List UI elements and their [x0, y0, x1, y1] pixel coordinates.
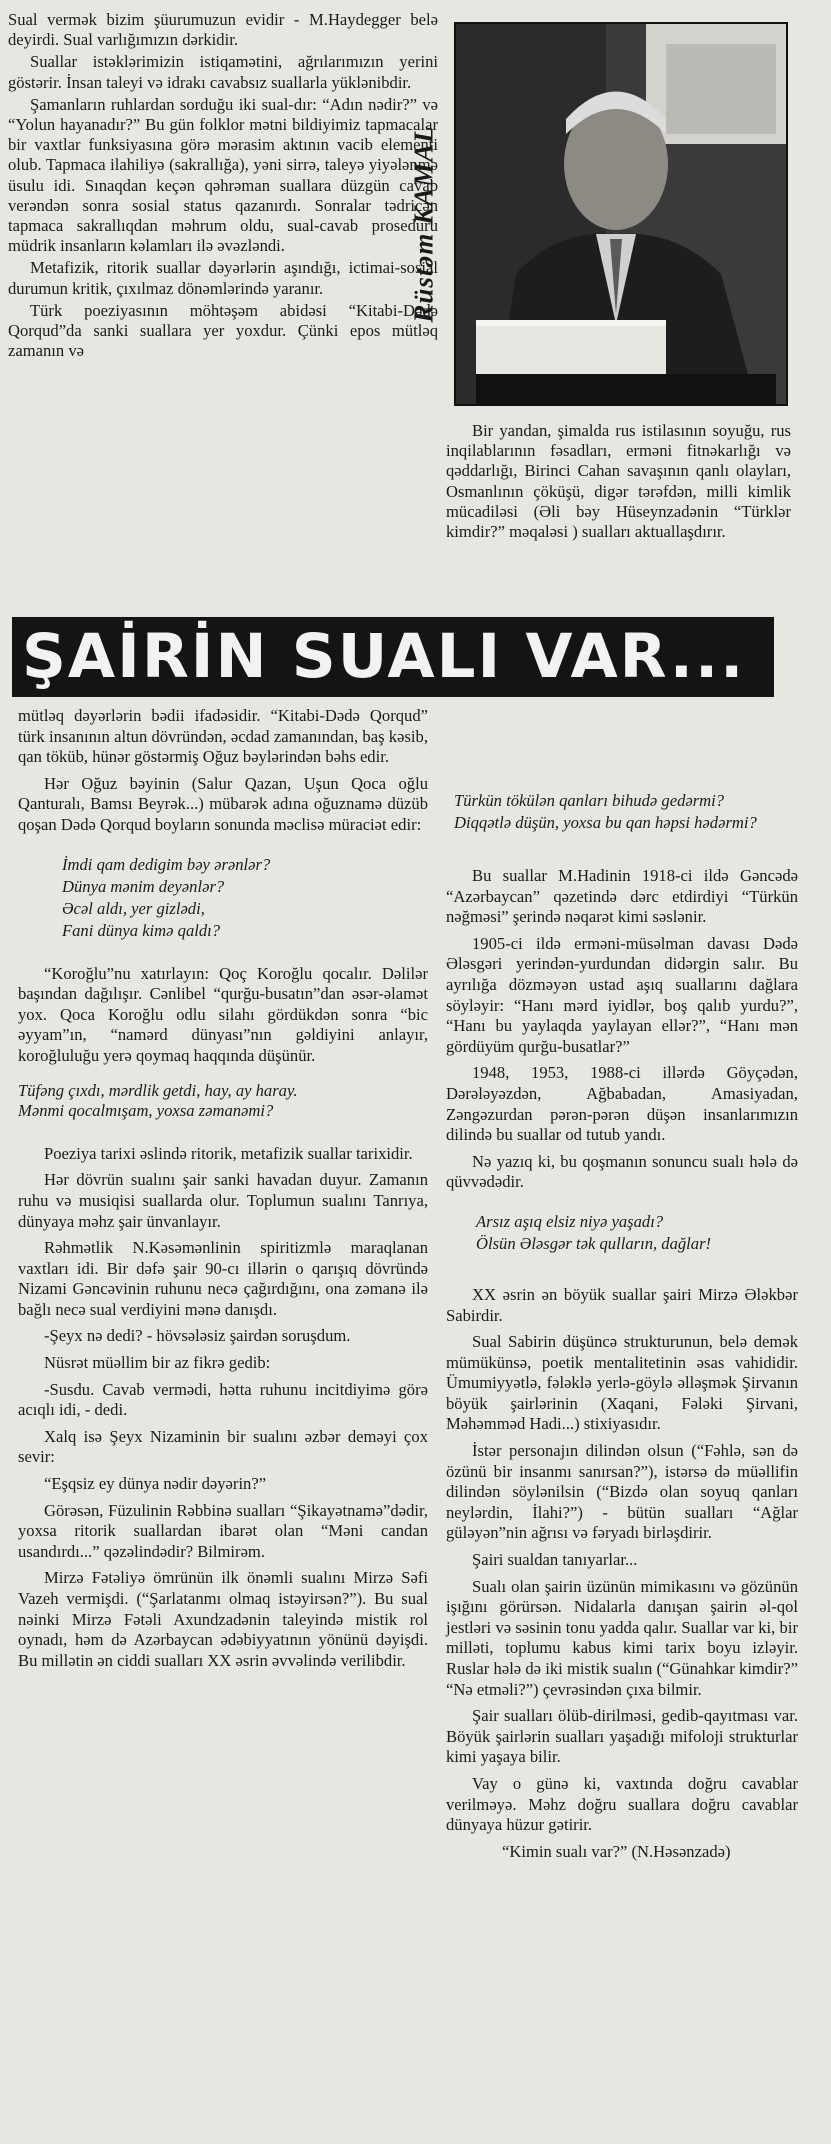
body-paragraph: “Eşqsiz ey dünya nədir dəyərin?”	[44, 1474, 267, 1494]
intro-column-left	[8, 10, 438, 363]
body-paragraph: -Susdu. Cavab vermədi, hətta ruhunu incitdiyimə görə acıqlı idi, - dedi.	[18, 1379, 428, 1420]
intro-paragraph: Metafizik, ritorik suallar dəyərlərin aşındığı, ictimai-sosial durumun kritik, çıxılmaz dönəmlərində yaranır.	[8, 258, 438, 298]
body-paragraph: “Koroğlu”nu xatırlayın: Qoç Koroğlu qocalır. Dəlilər başından dağılışır. Cənlibel “qurğu-busatın”dan əsər-əlamət yox. Qoca Koroğlu odlu silahı gördükdən sonra “bic əyyam”ın, “namərd dünyası”nın gəldiyini anlayır, koroğluluğu yerə qoymaq haqqında düşünür.	[18, 963, 428, 1065]
body-paragraph: Nə yazıq ki, bu qoşmanın sonuncu sualı hələ də qüvvədədir.	[446, 1151, 798, 1192]
body-paragraph: mütləq dəyərlərin bədii ifadəsidir. “Kitabi-Dədə Qorqud” türk insanının altun dövründən, əcdad zamanından, baş kəsib, qan töküb, hünər göstərmiş Oğuz bəylərindən bəhs edir.	[18, 706, 428, 767]
body-paragraph: Nüsrət müəllim bir az fikrə gedib:	[44, 1353, 271, 1373]
body-paragraph: Hər Oğuz bəyinin (Salur Qazan, Uşun Qoca oğlu Qanturalı, Bamsı Beyrək...) mübarək adına oğuznamə düzüb qoşan Dədə Qorqud boyların sonunda məclisə müraciət edir:	[18, 773, 428, 834]
body-column-right	[446, 790, 798, 1868]
closing-quote: “Kimin sualı var?” (N.Həsənzadə)	[502, 1841, 731, 1861]
poem-line: Mənmi qocalmışam, yoxsa zəmanəmi?	[18, 1101, 274, 1121]
article-headline: ŞAİRİN SUALI VAR...	[12, 617, 774, 697]
body-column-left	[18, 706, 428, 1677]
body-paragraph: Şairi sualdan tanıyarlar...	[472, 1550, 638, 1570]
poem-quote	[454, 790, 798, 834]
poem-line: Arsız aşıq elsiz niyə yaşadı?	[476, 1211, 664, 1231]
poem-line: Dünya mənim deyənlər?	[62, 876, 225, 896]
body-paragraph: -Şeyx nə dedi? - hövsələsiz şairdən soruşdum.	[44, 1326, 351, 1346]
body-paragraph: Poeziya tarixi əslində ritorik, metafizik suallar tarixidir.	[44, 1143, 413, 1163]
poem-line: Türkün tökülən qanları bihudə gedərmi?	[454, 791, 725, 810]
body-paragraph: İstər personajın dilindən olsun (“Fəhlə, sən də özünü bir insanmı sanırsan?”), istərsə də müəllifin dilindən söylənilsin (“Bizdə olan soyuq qanları neylərdin, İlahi?”) - bütün sualları “Ağlar güləyən”nin ağrısı və fəryadı birləşdirir.	[446, 1441, 798, 1543]
author-photo	[454, 22, 788, 406]
body-paragraph: Bu suallar M.Hadinin 1918-ci ildə Gəncədə “Azərbaycan” qəzetində dərc etdirdiyi “Türkün nəğməsi” şerində nəqarət kimi səslənir.	[446, 866, 798, 927]
poem-line: Diqqətlə düşün, yoxsa bu qan həpsi hədərmi?	[454, 813, 757, 832]
body-paragraph: Sual Sabirin düşüncə strukturunun, belə demək mümükünsə, poetik mentalitetinin əsas vahididir. Ümumiyyətlə, fələklə yerlə-göylə əlləşmək Şirvanın böyük şairlərinin (Xaqani, Fələki Şirvani, Məhəmməd Hadi...) stixiyasıdır.	[446, 1332, 798, 1434]
body-paragraph: Xalq isə Şeyx Nizaminin bir sualını əzbər deməyi çox sevir:	[18, 1426, 428, 1467]
poem-line: Əcəl aldı, yer gizlədi,	[62, 898, 205, 918]
intro-paragraph: Sual vermək bizim şüurumuzun evidir - M.Haydegger belə deyirdi. Sual varlığımızın dərkidir.	[8, 10, 438, 50]
poem-quote	[476, 1211, 798, 1255]
author-name: Rüstəm KAMAL	[408, 125, 439, 323]
body-paragraph: Rəhmətlik N.Kəsəmənlinin spiritizmlə maraqlanan vaxtları idi. Bir dəfə şair 90-cı illərin o qarışıq dövründə Nizami Gəncəvinin ruhunu necə çağırdığını, ona zəmanə ilə bağlı necə sual verdiyini mənə danışdı.	[18, 1238, 428, 1319]
body-paragraph: Şair sualları ölüb-dirilməsi, gedib-qayıtması var. Böyük şairlərin sualları yaşadığı mifoloji strukturlar kimi yaşaya bilir.	[446, 1706, 798, 1767]
body-paragraph: XX əsrin ən böyük suallar şairi Mirzə Ələkbər Sabirdir.	[446, 1284, 798, 1325]
body-paragraph: Hər dövrün sualını şair sanki havadan duyur. Zamanın ruhu və musiqisi suallarda olur. Toplumun sualını Tanrıya, dünyaya məhz şair ünvanlayır.	[18, 1170, 428, 1231]
body-paragraph: 1905-ci ildə erməni-müsəlman davası Dədə Ələsgəri yerindən-yurdundan didərgin salır. Bu ayrılığa dözməyən ustad aşıq suallarını dağlara söyləyir: “Hanı mərd iyidlər, boş qalıb yurdu?”, “Hanı bu yaylaqda yaylayan ellər?”, “Hanı mən gördüyüm qurğu-busatlar?”	[446, 933, 798, 1056]
poem-line: İmdi qam dedigim bəy ərənlər?	[62, 854, 271, 874]
body-paragraph: 1948, 1953, 1988-ci illərdə Göyçədən, Dərələyəzdən, Ağbabadan, Amasiyadan, Zəngəzurdan pərən-pərən düşən insanlarımızın dilində bu suallar od tutub yandı.	[446, 1063, 798, 1145]
intro-column-right	[446, 421, 791, 542]
poem-quote	[62, 854, 428, 942]
body-paragraph: Vay o günə ki, vaxtında doğru cavablar verilməyə. Məhz doğru suallara doğru cavablar dünyaya hüzur gətirir.	[446, 1773, 798, 1835]
intro-paragraph: Türk poeziyasının möhtəşəm abidəsi “Kitabi-Dədə Qorqud”da sanki suallara yer yoxdur. Çünki epos mütləq zamanın və	[8, 300, 438, 361]
intro-paragraph: Suallar istəklərimizin istiqamətini, ağrılarımızın yerini göstərir. İnsan taleyi və idrakı cavabsız suallarla yüklənibdir.	[8, 52, 438, 92]
poem-line: Tüfəng çıxdı, mərdlik getdi, hay, ay haray.	[18, 1080, 298, 1100]
portrait-illustration	[456, 24, 786, 404]
body-paragraph: Sualı olan şairin üzünün mimikasını və gözünün işığını görürsən. Nidalarla danışan şairin əl-qol jestləri və səsinin tonu yadda qalır. Suallar var ki, bir milləti, toplumu kabus kimi tarix boyu izləyir. Ruslar hələ də iki mistik sualın (“Günahkar kimdir?” “Nə etməli?”) çevrəsindən çıxa bilmir.	[446, 1576, 798, 1699]
intro-paragraph: Şamanların ruhlardan sorduğu iki sual-dır: “Adın nədir?” və “Yolun hayanadır?” Bu gün folklor mətni bildiyimiz tapmacalar bir vaxtlar funksiyasına görə mərasim aktının vacib elementi olub. Tapmaca ilahiliyə (sakrallığa), yəni sirrə, taleyə yiyələnmə üsulu idi. Sınaqdan keçən qəhrəman suallara düzgün cavab verəndən sonra sosial status qazanırdı. Sonralar tədricən tapmaca sakrallıqdan məhrum oldu, sual-cavab proseduru müdrik insanların kəlamları ilə əvəzləndi.	[8, 94, 438, 256]
body-paragraph: Görəsən, Füzulinin Rəbbinə sualları “Şikayətnamə”dədir, yoxsa ritorik suallardan ibarət olan “Məni candan usandırdı...” qəzəlindədir? Bilmirəm.	[18, 1500, 428, 1561]
poem-line: Fani dünya kimə qaldı?	[62, 920, 221, 940]
poem-quote	[18, 1081, 428, 1122]
intro-paragraph: Bir yandan, şimalda rus istilasının soyuğu, rus inqilablarının fəsadları, erməni fitnəkarlığı və qəddarlığı, Birinci Cahan savaşının qanlı olayları, Osmanlının çöküşü, digər tərəfdən, milli kimlik mücadiləsi (Əli bəy Hüseynzadənin “Türklər kimdir?” məqaləsi ) sualları aktuallaşdırır.	[446, 421, 791, 542]
author-byline	[401, 94, 447, 354]
poem-line: Ölsün Ələsgər tək qulların, dağlar!	[476, 1233, 712, 1253]
body-paragraph: Mirzə Fətəliyə ömrünün ilk önəmli sualını Mirzə Səfi Vazeh vermişdi. (“Şarlatanmı olmaq istəyirsən?”). Bu sual nəinki Mirzə Fətəli Axundzadənin taleyində mistik rol oynadı, həm də Azərbaycan ədəbiyyatının yönünü dəyişdi. Bu millətin ən ciddi sualları XX əsrin əvvəlində verilibdir.	[18, 1568, 428, 1670]
